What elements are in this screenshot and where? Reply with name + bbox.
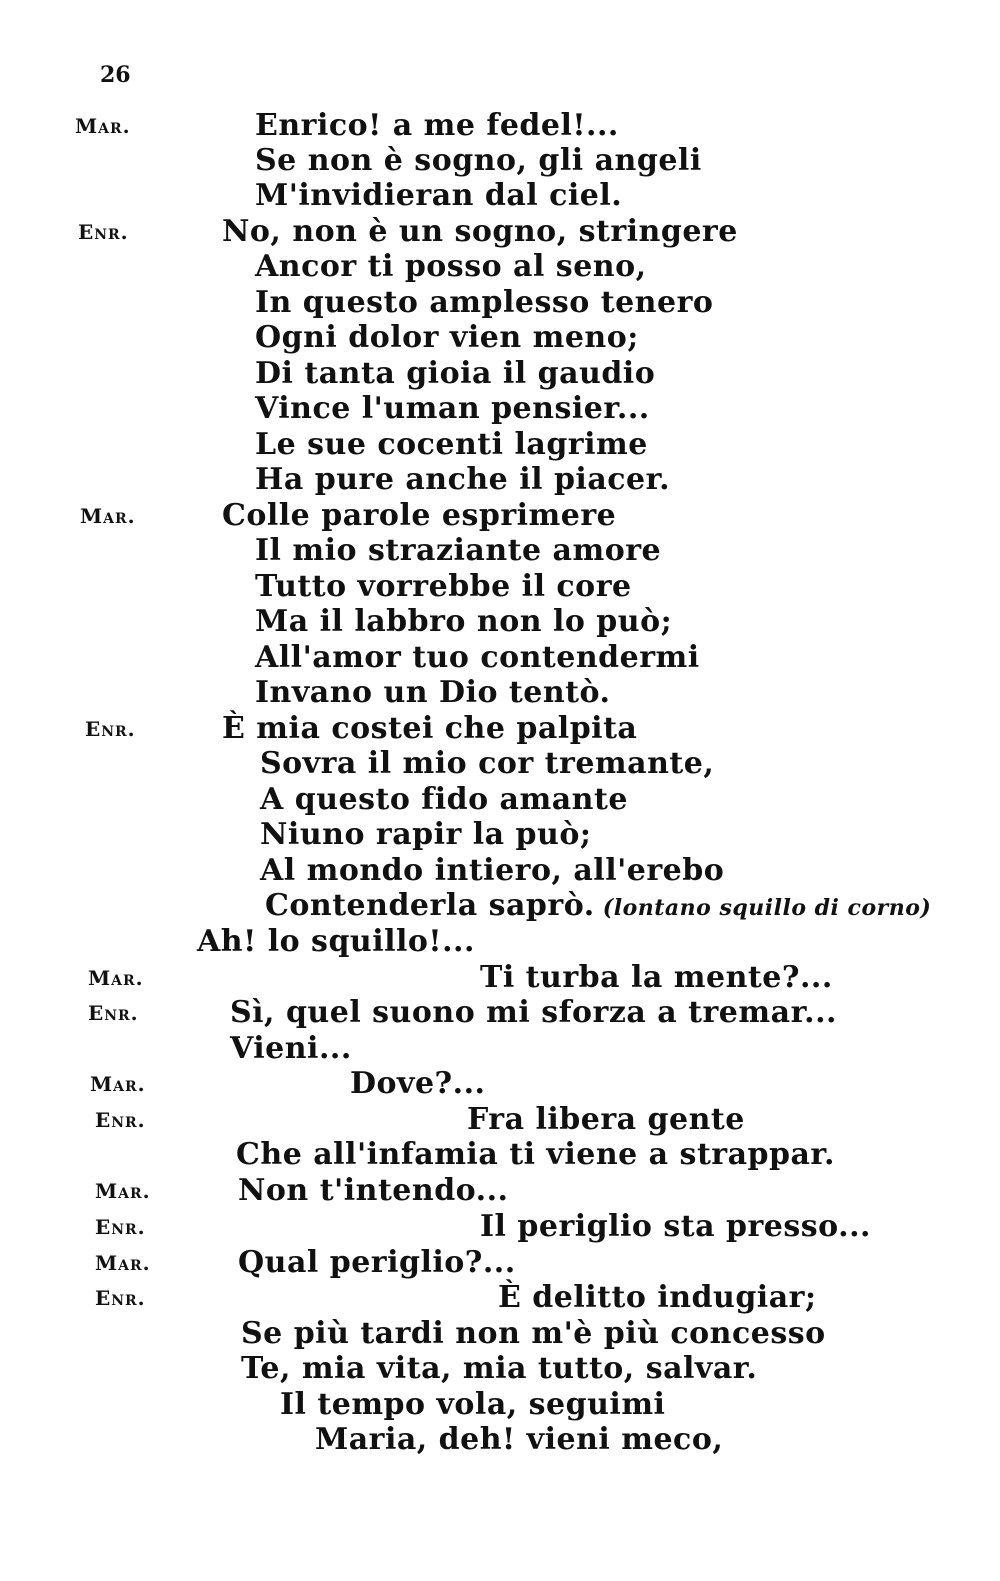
- verse-text: Se non è sogno, gli angeli: [255, 143, 702, 178]
- verse-text: All'amor tuo contendermi: [255, 640, 700, 675]
- verse-text: Il mio straziante amore: [255, 533, 662, 568]
- speaker-label: Enr.: [78, 220, 129, 244]
- verse-line: [255, 108, 619, 144]
- verse-text: No, non è un sogno, stringere: [222, 214, 738, 249]
- verse-line: [260, 782, 628, 818]
- verse-text: Se più tardi non m'è più concesso: [241, 1316, 826, 1351]
- verse-text: Che all'infamia ti viene a strappar.: [236, 1137, 835, 1172]
- verse-text: Di tanta gioia il gaudio: [255, 356, 656, 391]
- verse-line: [260, 853, 724, 889]
- verse-line: [480, 960, 833, 996]
- verse-text: A questo fido amante: [260, 782, 628, 817]
- verse-text: Ah! lo squillo!...: [197, 924, 475, 959]
- verse-line: [241, 1351, 757, 1387]
- verse-text: Le sue cocenti lagrime: [255, 427, 648, 462]
- speaker-label: Enr.: [95, 1286, 146, 1310]
- verse-line: [255, 391, 650, 427]
- verse-line: [236, 1137, 835, 1173]
- verse-text: Contenderla saprò.: [265, 888, 595, 923]
- speaker-label: Mar.: [95, 1251, 151, 1275]
- verse-line: [255, 143, 702, 179]
- verse-text: Maria, deh! vieni meco,: [315, 1422, 724, 1457]
- verse-text: Vieni...: [230, 1031, 352, 1066]
- verse-text: Invano un Dio tentò.: [255, 675, 611, 710]
- verse-text: Sovra il mio cor tremante,: [260, 746, 715, 781]
- verse-text: Ogni dolor vien meno;: [255, 320, 639, 355]
- verse-line: [260, 746, 714, 782]
- speaker-label: Enr.: [95, 1108, 146, 1132]
- verse-line: [222, 214, 738, 250]
- verse-text: Vince l'uman pensier...: [255, 391, 650, 426]
- speaker-label: Mar.: [88, 966, 144, 990]
- verse-line: [255, 533, 661, 569]
- verse-line: [255, 569, 632, 605]
- verse-line: [255, 356, 655, 392]
- verse-text: Il periglio sta presso...: [480, 1209, 871, 1244]
- verse-text: Il tempo vola, seguimi: [280, 1387, 666, 1422]
- verse-line: [260, 817, 591, 853]
- verse-line: [315, 1422, 723, 1458]
- verse-line: [255, 249, 647, 285]
- verse-text: Te, mia vita, mia tutto, salvar.: [241, 1351, 758, 1386]
- verse-line: [255, 640, 700, 676]
- verse-text: M'invidieran dal ciel.: [255, 178, 623, 213]
- verse-line: [255, 675, 610, 711]
- verse-line: [265, 888, 931, 926]
- verse-line: [280, 1387, 665, 1423]
- verse-line: [255, 462, 670, 498]
- verse-line: [222, 711, 637, 747]
- verse-line: [255, 427, 648, 463]
- verse-text: Ti turba la mente?...: [480, 960, 833, 995]
- speaker-label: Mar.: [80, 504, 136, 528]
- verse-line: [480, 1209, 871, 1245]
- verse-line: [197, 924, 475, 960]
- verse-text: Non t'intendo...: [238, 1173, 509, 1208]
- verse-text: Niuno rapir la può;: [260, 817, 592, 852]
- verse-text: Ma il labbro non lo può;: [255, 604, 673, 639]
- verse-line: [238, 1173, 509, 1209]
- verse-text: In questo amplesso tenero: [255, 285, 714, 320]
- verse-text: Al mondo intiero, all'erebo: [260, 853, 725, 888]
- speaker-label: Enr.: [85, 717, 136, 741]
- verse-text: Ha pure anche il piacer.: [255, 462, 671, 497]
- speaker-label: Mar.: [95, 1179, 151, 1203]
- verse-text: Tutto vorrebbe il core: [255, 569, 632, 604]
- verse-line: [241, 1316, 826, 1352]
- page-number: 26: [100, 62, 131, 88]
- verse-text: Enrico! a me fedel!...: [255, 108, 619, 143]
- verse-text: Ancor ti posso al seno,: [255, 249, 647, 284]
- verse-line: [222, 498, 616, 534]
- verse-text: È mia costei che palpita: [222, 711, 638, 746]
- speaker-label: Mar.: [75, 114, 131, 138]
- verse-line: [255, 320, 639, 356]
- verse-line: [230, 1031, 352, 1067]
- speaker-label: Mar.: [90, 1072, 146, 1096]
- verse-text: Qual periglio?...: [238, 1245, 516, 1280]
- verse-text: Sì, quel suono mi sforza a tremar...: [230, 995, 837, 1030]
- verse-line: [350, 1066, 485, 1102]
- speaker-label: Enr.: [88, 1001, 139, 1025]
- verse-line: [255, 178, 622, 214]
- verse-line: [498, 1280, 817, 1316]
- verse-text: È delitto indugiar;: [498, 1280, 817, 1315]
- verse-text: Fra libera gente: [467, 1102, 745, 1137]
- verse-line: [238, 1245, 516, 1281]
- verse-line: [230, 995, 837, 1031]
- verse-line: [255, 604, 672, 640]
- speaker-label: Enr.: [95, 1215, 146, 1239]
- verse-text: Colle parole esprimere: [222, 498, 617, 533]
- verse-text: Dove?...: [350, 1066, 486, 1101]
- verse-line: [467, 1102, 745, 1138]
- verse-line: [255, 285, 713, 321]
- stage-direction: (lontano squillo di corno): [594, 895, 932, 921]
